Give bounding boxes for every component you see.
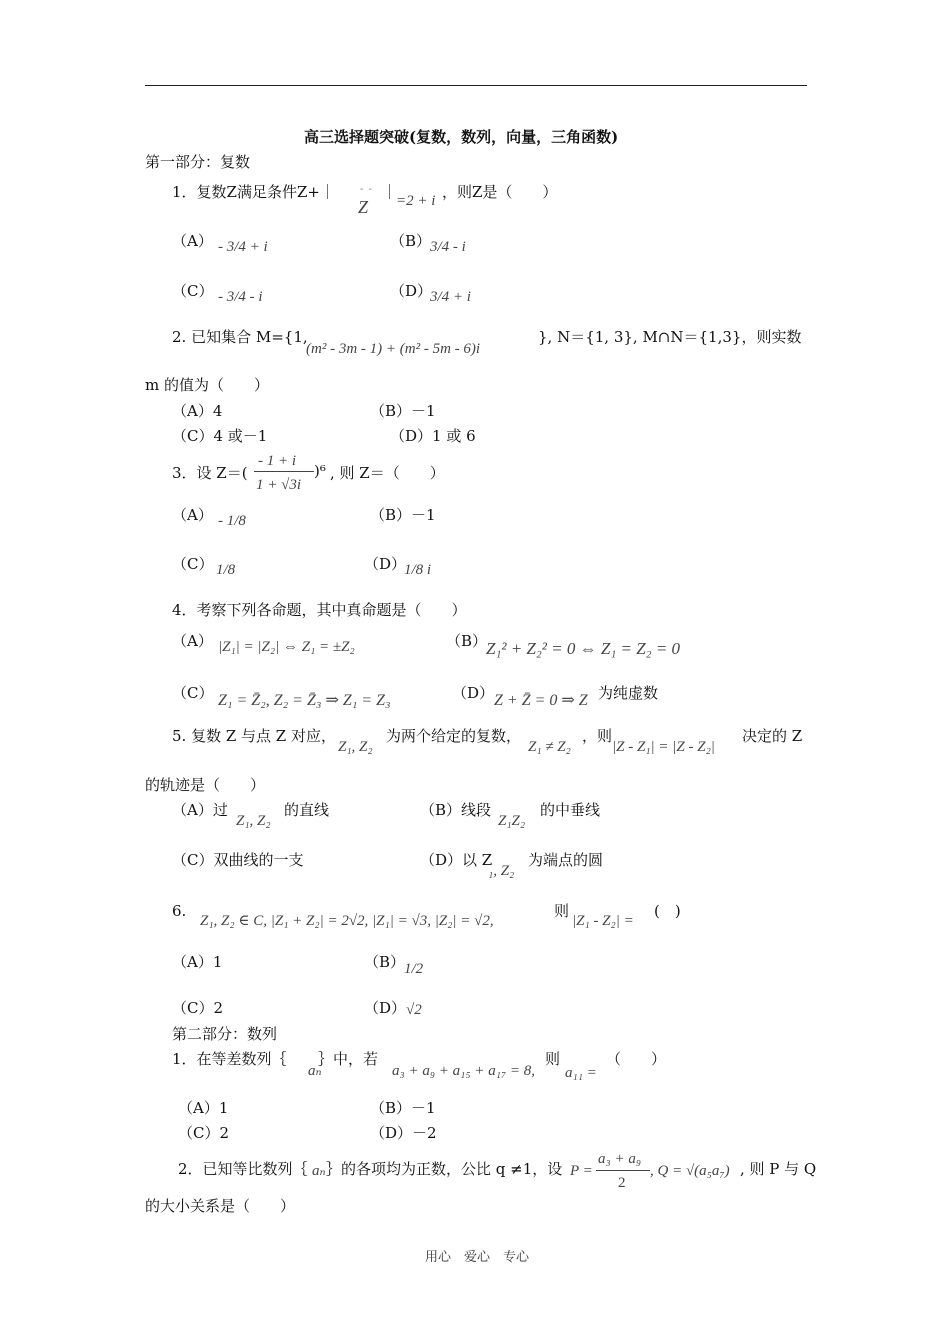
q5-option-b-tail: 的中垂线 [540, 801, 601, 819]
q1-option-c-expr: - 3/4 - i [218, 289, 263, 305]
q3-stem-b: , 则 Z＝（ ） [330, 464, 445, 482]
s2-stem-a: 2．已知等比数列｛ [178, 1160, 308, 1178]
q2-stem-c: m 的值为（ ） [145, 376, 269, 394]
q1-stem-a: 1．复数Z满足条件Z+｜ [172, 183, 335, 201]
q5-abs-expr: |Z - Z₁| = |Z - Z₂| [612, 739, 715, 755]
q4-option-a-expr: |Z₁| = |Z₂| ⇔ Z₁ = ±Z₂ [218, 639, 355, 655]
s1-stem-a: 1．在等差数列｛ [172, 1050, 287, 1068]
header-rule [145, 85, 807, 86]
q5-option-d-expr: ₁, Z₂ [488, 863, 515, 879]
q5-option-a-label: （A）过 [172, 801, 228, 819]
q4-option-c-expr: Z₁ = Z̄₂, Z₂ = Z̄₃ ⇒ Z₁ = Z₃ [218, 692, 391, 709]
q5-option-b-label: （B）线段 [420, 801, 492, 819]
s2-stem-d: 的大小关系是（ ） [145, 1197, 296, 1215]
q6-abs-expr: |Z₁ - Z₂| = [572, 913, 634, 929]
q5-option-a-tail: 的直线 [284, 801, 330, 819]
q3-denominator: 1 + √3i [256, 477, 302, 493]
q1-option-a-expr: - 3/4 + i [218, 239, 268, 255]
q3-option-c-label: （C） [172, 555, 214, 573]
q5-option-b-expr: Z₁Z₂ [498, 813, 526, 829]
q2-stem-a: 2. 已知集合 M={1, [172, 328, 308, 346]
q1-z: Z [358, 197, 369, 217]
q6-expr: Z₁, Z₂ ∈ C, |Z₁ + Z₂| = 2√2, |Z₁| = √3, |Z₂| = √2, [200, 913, 494, 929]
s2-p-label: P = [570, 1163, 593, 1179]
s2-q-expr: , Q = √(a₅a₇) [650, 1163, 730, 1179]
s1-option-c: （C）2 [178, 1124, 230, 1142]
q5-stem-d: 决定的 Z [742, 727, 803, 745]
q6-option-b-label: （B） [364, 953, 406, 971]
q5-neq: Z₁ ≠ Z₂ [528, 739, 571, 755]
q6-option-a: （A）1 [172, 953, 223, 971]
s2-stem-b: ｝的各项均为正数，公比 q ≠1，设 [326, 1160, 563, 1178]
q6-number: 6. [172, 902, 187, 920]
q6-stem-b: 则 [554, 902, 570, 920]
q1-option-b-expr: 3/4 - i [430, 239, 466, 255]
q6-option-c: （C）2 [172, 999, 224, 1017]
part1-heading: 第一部分：复数 [145, 153, 251, 171]
s1-an: aₙ [308, 1063, 322, 1079]
q1-option-b-label: （B） [390, 232, 432, 250]
q1-rhs: =2 + i [396, 193, 436, 209]
q3-option-d-expr: 1/8 i [404, 562, 432, 578]
q3-stem-a: 3．设 Z＝( [172, 464, 248, 482]
q5-option-d-label: （D）以 Z [420, 851, 493, 869]
s2-p-fraction-bar [596, 1170, 650, 1171]
q3-fraction-bar [254, 471, 314, 472]
page-title: 高三选择题突破(复数，数列，向量，三角函数) [304, 128, 619, 146]
q1-conj-bar: - - [360, 184, 373, 195]
s1-paren: （ ） [606, 1050, 667, 1068]
q4-option-b-expr: Z₁² + Z₂² = 0 ⇔ Z₁ = Z₂ = 0 [486, 639, 681, 658]
q5-option-a-expr: Z₁, Z₂ [236, 813, 271, 829]
q1-option-a-label: （A） [172, 232, 213, 250]
q4-stem: 4．考察下列各命题，其中真命题是（ ） [172, 601, 467, 619]
q1-option-d-expr: 3/4 + i [430, 289, 471, 305]
q4-option-d-expr: Z + Z̄ = 0 ⇒ Z [494, 692, 588, 709]
q1-option-c-label: （C） [172, 282, 214, 300]
q2-option-d: （D）1 或 6 [390, 427, 476, 445]
q2-option-b: （B）－1 [370, 402, 436, 420]
q4-option-b-label: （B） [446, 632, 488, 650]
s2-p-numerator: a₃ + a₉ [598, 1151, 642, 1167]
q4-option-c-label: （C） [172, 684, 214, 702]
s1-stem-b: ｝中，若 [318, 1050, 379, 1068]
s1-option-b: （B）－1 [370, 1099, 436, 1117]
q2-option-c: （C）4 或－1 [172, 427, 268, 445]
q5-stem-c: ，则 [582, 727, 613, 745]
s2-stem-c: , 则 P 与 Q [740, 1160, 817, 1178]
s2-p-denominator: 2 [618, 1175, 626, 1191]
q3-numerator: - 1 + i [258, 453, 297, 469]
s2-an: aₙ [312, 1163, 326, 1179]
q3-option-d-label: （D） [364, 555, 407, 573]
q1-stem-c: ，则Z是（ ） [442, 183, 558, 201]
s1-a11: a₁₁ = [565, 1065, 597, 1081]
q5-option-d-tail: 为端点的圆 [528, 851, 604, 869]
q6-option-b-expr: 1/2 [404, 961, 424, 977]
q5-stem-b: 为两个给定的复数， [386, 727, 522, 745]
q1-option-d-label: （D） [390, 282, 433, 300]
s1-option-a: （A）1 [178, 1099, 229, 1117]
q6-paren: ( ) [654, 902, 681, 920]
q3-exponent: )⁶ [314, 462, 326, 480]
part2-heading: 第二部分：数列 [172, 1025, 278, 1043]
page-footer: 用心 爱心 专心 [425, 1250, 530, 1265]
q2-option-a: （A）4 [172, 402, 223, 420]
q4-option-a-label: （A） [172, 632, 213, 650]
q4-option-d-label: （D） [452, 684, 495, 702]
q2-stem-b: }, N＝{1, 3}, M∩N＝{1,3}，则实数 [538, 328, 802, 346]
q1-stem-b: ｜ [382, 183, 398, 201]
s1-stem-c: 则 [545, 1050, 561, 1068]
q5-stem-e: 的轨迹是（ ） [145, 776, 266, 794]
q4-option-d-tail: 为纯虚数 [598, 684, 659, 702]
q3-option-a-expr: - 1/8 [218, 513, 246, 529]
q2-set-expr: (m² - 3m - 1) + (m² - 5m - 6)i [306, 341, 481, 357]
q6-option-d-label: （D） [364, 999, 407, 1017]
q3-option-b: （B）－1 [370, 506, 436, 524]
q6-option-d-expr: √2 [406, 1002, 422, 1018]
s1-sum-expr: a₃ + a₉ + a₁₅ + a₁₇ = 8, [392, 1063, 536, 1079]
q5-option-c: （C）双曲线的一支 [172, 851, 304, 869]
q3-option-c-expr: 1/8 [216, 562, 236, 578]
s1-option-d: （D）－2 [370, 1124, 437, 1142]
q3-option-a-label: （A） [172, 506, 213, 524]
q5-stem-a: 5. 复数 Z 与点 Z 对应， [172, 727, 336, 745]
q5-z12: Z₁, Z₂ [338, 739, 373, 755]
